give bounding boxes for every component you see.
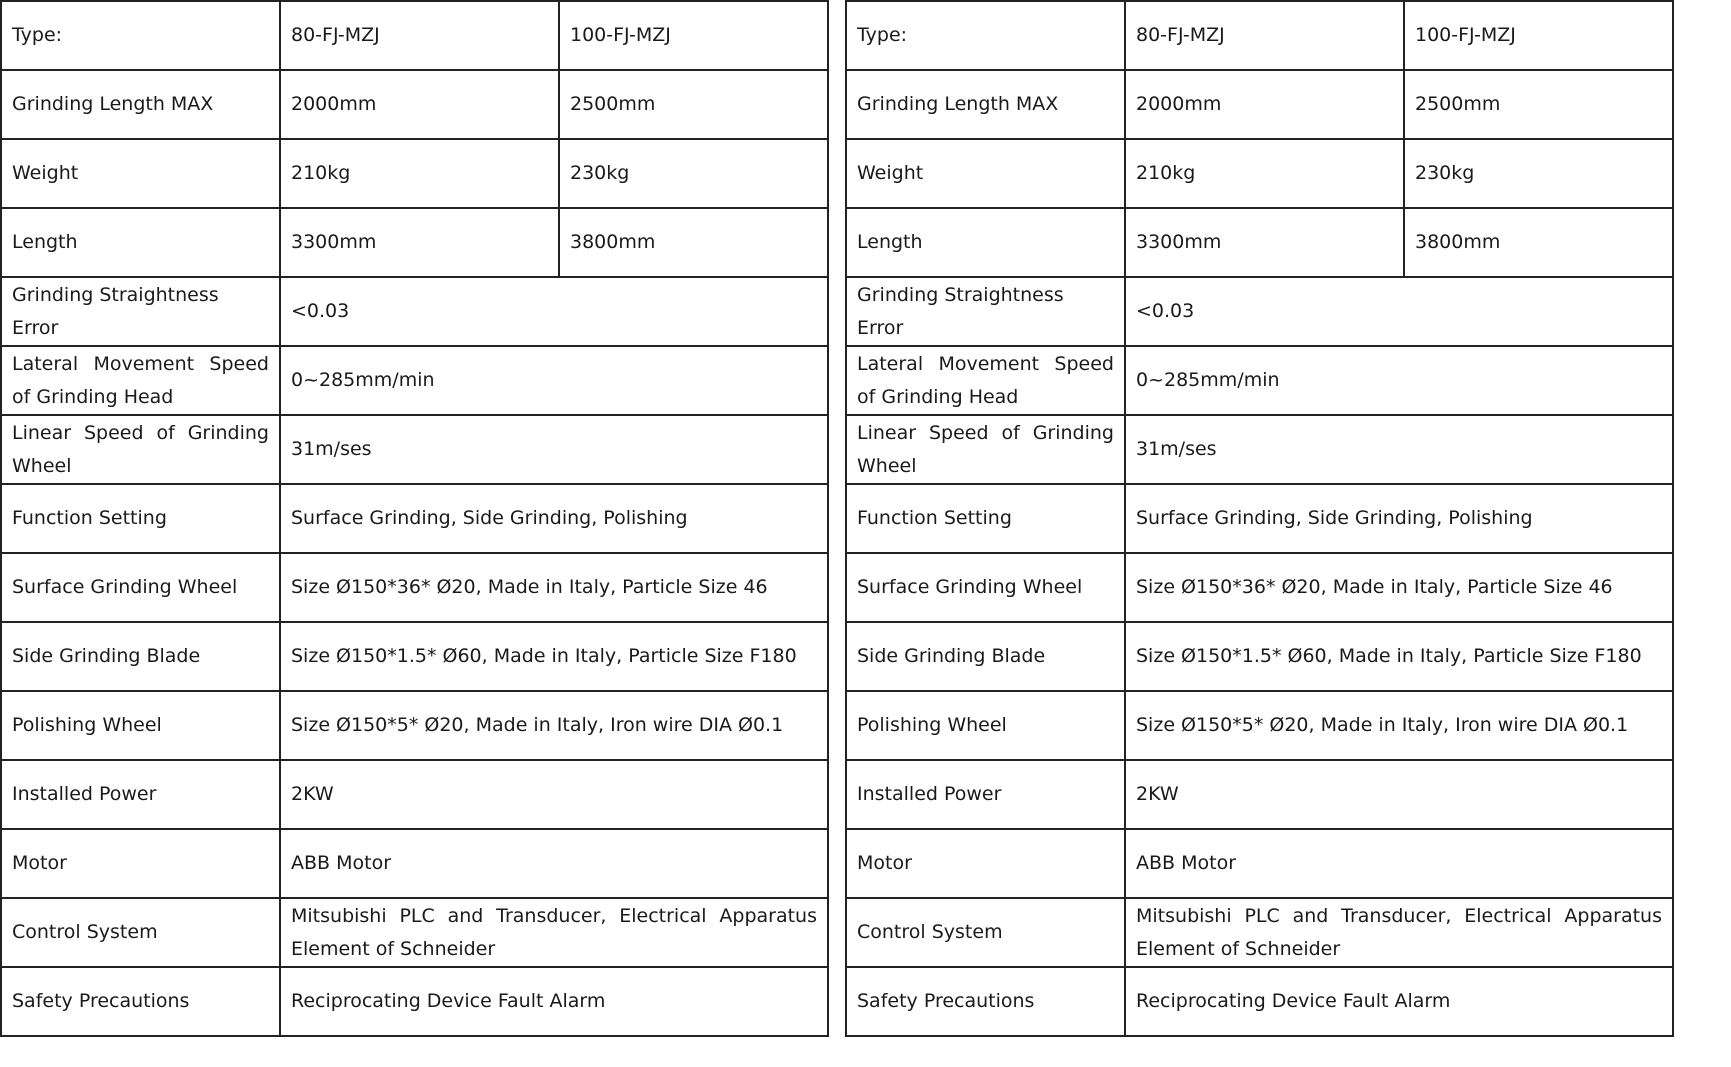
row-label: Length <box>846 208 1125 277</box>
row-label: Type: <box>1 1 280 70</box>
row-label: Side Grinding Blade <box>1 622 280 691</box>
row-value: Mitsubishi PLC and Transducer, Electrical Apparatus Element of Schneider <box>280 898 828 967</box>
row-value: Size Ø150*1.5* Ø60, Made in Italy, Particle Size F180 <box>280 622 828 691</box>
row-label: Installed Power <box>1 760 280 829</box>
table-row <box>846 829 1673 898</box>
row-label: Linear Speed of Grinding Wheel <box>1 415 280 484</box>
table-row <box>846 760 1673 829</box>
row-label: Function Setting <box>1 484 280 553</box>
row-value: 0~285mm/min <box>1125 346 1673 415</box>
row-value: Mitsubishi PLC and Transducer, Electrical Apparatus Element of Schneider <box>1125 898 1673 967</box>
row-label: Installed Power <box>846 760 1125 829</box>
table-row <box>846 139 1673 208</box>
row-value: Size Ø150*5* Ø20, Made in Italy, Iron wire DIA Ø0.1 <box>280 691 828 760</box>
table-row <box>846 346 1673 415</box>
row-label: Weight <box>846 139 1125 208</box>
model-100-value: 2500mm <box>559 70 828 139</box>
model-100-value: 230kg <box>1404 139 1673 208</box>
row-value: Reciprocating Device Fault Alarm <box>280 967 828 1036</box>
row-value: 31m/ses <box>280 415 828 484</box>
table-row <box>846 484 1673 553</box>
row-label: Lateral Movement Speed of Grinding Head <box>846 346 1125 415</box>
table-row <box>846 967 1673 1036</box>
table-row <box>1 415 828 484</box>
model-80-value: 210kg <box>280 139 559 208</box>
table-row <box>1 139 828 208</box>
model-80-value: 80-FJ-MZJ <box>280 1 559 70</box>
model-100-value: 3800mm <box>559 208 828 277</box>
row-label: Weight <box>1 139 280 208</box>
row-value: Surface Grinding, Side Grinding, Polishing <box>1125 484 1673 553</box>
row-value: Size Ø150*36* Ø20, Made in Italy, Particle Size 46 <box>1125 553 1673 622</box>
row-label: Safety Precautions <box>1 967 280 1036</box>
model-80-value: 3300mm <box>280 208 559 277</box>
model-80-value: 2000mm <box>280 70 559 139</box>
row-label: Control System <box>846 898 1125 967</box>
row-label: Function Setting <box>846 484 1125 553</box>
table-row <box>1 967 828 1036</box>
row-value: <0.03 <box>280 277 828 346</box>
row-value: 31m/ses <box>1125 415 1673 484</box>
table-row <box>1 70 828 139</box>
table-row <box>1 691 828 760</box>
table-row <box>846 553 1673 622</box>
row-value: Size Ø150*1.5* Ø60, Made in Italy, Particle Size F180 <box>1125 622 1673 691</box>
row-value: 0~285mm/min <box>280 346 828 415</box>
table-row <box>846 1 1673 70</box>
row-label: Grinding Length MAX <box>1 70 280 139</box>
row-label: Polishing Wheel <box>846 691 1125 760</box>
table-row <box>846 415 1673 484</box>
model-100-value: 100-FJ-MZJ <box>1404 1 1673 70</box>
row-label: Surface Grinding Wheel <box>846 553 1125 622</box>
row-value: 2KW <box>1125 760 1673 829</box>
spec-table-right <box>845 0 1674 1037</box>
row-label: Grinding Straightness Error <box>846 277 1125 346</box>
row-label: Grinding Straightness Error <box>1 277 280 346</box>
row-label: Type: <box>846 1 1125 70</box>
row-label: Lateral Movement Speed of Grinding Head <box>1 346 280 415</box>
table-row <box>1 277 828 346</box>
row-label: Polishing Wheel <box>1 691 280 760</box>
table-row <box>1 553 828 622</box>
row-value: Size Ø150*36* Ø20, Made in Italy, Particle Size 46 <box>280 553 828 622</box>
table-row <box>1 346 828 415</box>
table-row <box>1 622 828 691</box>
row-value: ABB Motor <box>280 829 828 898</box>
table-row <box>1 484 828 553</box>
table-row <box>1 898 828 967</box>
model-80-value: 80-FJ-MZJ <box>1125 1 1404 70</box>
row-label: Grinding Length MAX <box>846 70 1125 139</box>
row-label: Control System <box>1 898 280 967</box>
row-value: Size Ø150*5* Ø20, Made in Italy, Iron wire DIA Ø0.1 <box>1125 691 1673 760</box>
model-100-value: 100-FJ-MZJ <box>559 1 828 70</box>
row-value: <0.03 <box>1125 277 1673 346</box>
table-row <box>846 70 1673 139</box>
table-row <box>846 622 1673 691</box>
row-value: 2KW <box>280 760 828 829</box>
row-value: ABB Motor <box>1125 829 1673 898</box>
row-label: Length <box>1 208 280 277</box>
row-value: Reciprocating Device Fault Alarm <box>1125 967 1673 1036</box>
model-80-value: 210kg <box>1125 139 1404 208</box>
table-row <box>1 760 828 829</box>
table-row <box>846 898 1673 967</box>
row-label: Motor <box>1 829 280 898</box>
table-row <box>1 829 828 898</box>
row-label: Motor <box>846 829 1125 898</box>
model-100-value: 2500mm <box>1404 70 1673 139</box>
row-label: Linear Speed of Grinding Wheel <box>846 415 1125 484</box>
model-80-value: 3300mm <box>1125 208 1404 277</box>
model-100-value: 230kg <box>559 139 828 208</box>
spec-table-left <box>0 0 829 1037</box>
table-row <box>1 1 828 70</box>
model-80-value: 2000mm <box>1125 70 1404 139</box>
table-row <box>846 208 1673 277</box>
table-row <box>846 691 1673 760</box>
table-row <box>1 208 828 277</box>
row-label: Safety Precautions <box>846 967 1125 1036</box>
table-row <box>846 277 1673 346</box>
model-100-value: 3800mm <box>1404 208 1673 277</box>
row-label: Surface Grinding Wheel <box>1 553 280 622</box>
row-label: Side Grinding Blade <box>846 622 1125 691</box>
row-value: Surface Grinding, Side Grinding, Polishing <box>280 484 828 553</box>
